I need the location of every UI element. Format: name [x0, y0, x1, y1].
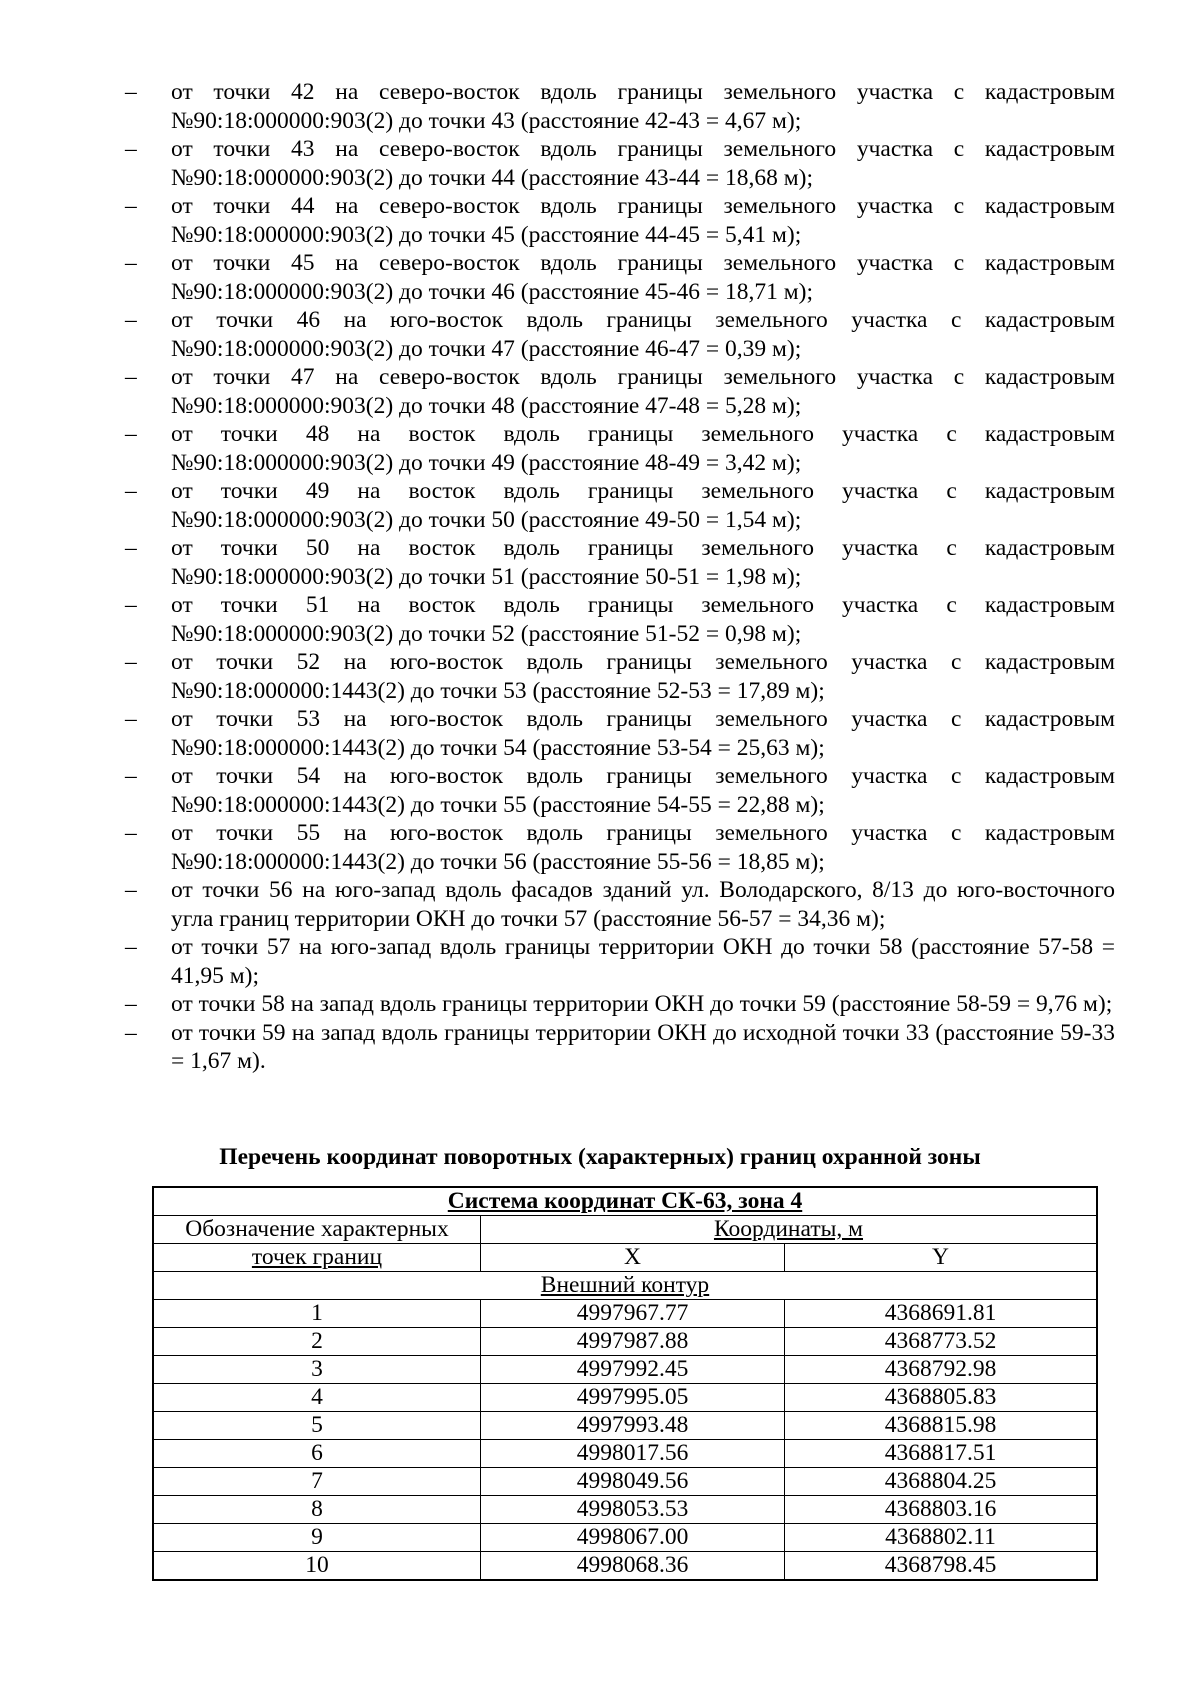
dash-marker: –: [125, 763, 137, 789]
list-item-text: от точки 52 на юго-восток вдоль границы земельного участка с кадастровым №90:18:000000:1443(2) до точки 53 (расстояние 52-53 = 17,89 м);: [171, 649, 1115, 704]
list-item-text: от точки 55 на юго-восток вдоль границы земельного участка с кадастровым №90:18:000000:1443(2) до точки 56 (расстояние 55-56 = 18,85 м);: [171, 820, 1115, 875]
list-item-text: от точки 46 на юго-восток вдоль границы земельного участка с кадастровым №90:18:000000:903(2) до точки 47 (расстояние 46-47 = 0,39 м);: [171, 307, 1115, 362]
table-row: [153, 1300, 1097, 1328]
dash-marker: –: [125, 934, 137, 960]
point-number: 10: [153, 1552, 480, 1581]
y-value: 4368773.52: [785, 1328, 1097, 1356]
list-item: [125, 705, 1115, 762]
point-designation-header: Обозначение характерных: [153, 1216, 480, 1244]
dash-marker: –: [125, 706, 137, 732]
table-row: [153, 1440, 1097, 1468]
dash-marker: –: [125, 478, 137, 504]
list-item: [125, 990, 1115, 1019]
table-row: [153, 1384, 1097, 1412]
point-number: 2: [153, 1328, 480, 1356]
y-value: 4368804.25: [785, 1468, 1097, 1496]
dash-marker: –: [125, 1019, 137, 1046]
dash-marker: –: [125, 307, 137, 333]
list-item-text: от точки 49 на восток вдоль границы земельного участка с кадастровым №90:18:000000:903(2) до точки 50 (расстояние 49-50 = 1,54 м);: [171, 478, 1115, 533]
dash-marker: –: [125, 193, 137, 219]
table-row: [153, 1328, 1097, 1356]
table-header-row: [153, 1216, 1097, 1244]
y-value: 4368691.81: [785, 1300, 1097, 1328]
dash-marker: –: [125, 535, 137, 561]
point-number: 6: [153, 1440, 480, 1468]
list-item: [125, 135, 1115, 192]
list-item: [125, 534, 1115, 591]
table-row: [153, 1496, 1097, 1524]
y-value: 4368803.16: [785, 1496, 1097, 1524]
dash-marker: –: [125, 250, 137, 276]
table-row: [153, 1412, 1097, 1440]
x-value: 4997987.88: [480, 1328, 784, 1356]
x-value: 4998017.56: [480, 1440, 784, 1468]
y-value: 4368805.83: [785, 1384, 1097, 1412]
point-number: 5: [153, 1412, 480, 1440]
coordinates-table: [152, 1186, 1098, 1581]
list-item: [125, 192, 1115, 249]
list-item: [125, 933, 1115, 990]
list-item: [125, 648, 1115, 705]
x-value: 4997993.48: [480, 1412, 784, 1440]
dash-marker: –: [125, 364, 137, 390]
x-value: 4998068.36: [480, 1552, 784, 1581]
coordinates-header: Координаты, м: [480, 1216, 1097, 1244]
list-item-text: от точки 45 на северо-восток вдоль границы земельного участка с кадастровым №90:18:000000:903(2) до точки 46 (расстояние 45-46 = 18,71 м);: [171, 250, 1115, 305]
dash-marker: –: [125, 649, 137, 675]
list-item-text: от точки 48 на восток вдоль границы земельного участка с кадастровым №90:18:000000:903(2) до точки 49 (расстояние 48-49 = 3,42 м);: [171, 421, 1115, 476]
y-value: 4368792.98: [785, 1356, 1097, 1384]
section-label: Внешний контур: [153, 1272, 1097, 1300]
dash-marker: –: [125, 136, 137, 162]
y-value: 4368802.11: [785, 1524, 1097, 1552]
point-designation-header-line2: точек границ: [153, 1244, 480, 1272]
y-header: Y: [785, 1244, 1097, 1272]
x-header: X: [480, 1244, 784, 1272]
x-value: 4998049.56: [480, 1468, 784, 1496]
point-number: 9: [153, 1524, 480, 1552]
list-item-text: от точки 51 на восток вдоль границы земельного участка с кадастровым №90:18:000000:903(2) до точки 52 (расстояние 51-52 = 0,98 м);: [171, 592, 1115, 647]
list-item-text: от точки 42 на северо-восток вдоль границы земельного участка с кадастровым №90:18:000000:903(2) до точки 43 (расстояние 42-43 = 4,67 м);: [171, 79, 1115, 134]
list-item: [125, 591, 1115, 648]
list-item: [125, 819, 1115, 876]
coordinate-system-title: Система координат СК-63, зона 4: [153, 1187, 1097, 1216]
dash-marker: –: [125, 592, 137, 618]
list-item-text: от точки 47 на северо-восток вдоль границы земельного участка с кадастровым №90:18:000000:903(2) до точки 48 (расстояние 47-48 = 5,28 м);: [171, 364, 1115, 419]
dash-marker: –: [125, 421, 137, 447]
list-item: [125, 306, 1115, 363]
list-item-text: от точки 50 на восток вдоль границы земельного участка с кадастровым №90:18:000000:903(2) до точки 51 (расстояние 50-51 = 1,98 м);: [171, 535, 1115, 590]
x-value: 4997995.05: [480, 1384, 784, 1412]
list-item-text: от точки 59 на запад вдоль границы территории ОКН до исходной точки 33 (расстояние 59-33 = 1,67 м).: [171, 1019, 1115, 1074]
point-number: 1: [153, 1300, 480, 1328]
table-row: [153, 1524, 1097, 1552]
list-item: [125, 477, 1115, 534]
list-item: [125, 762, 1115, 819]
dash-marker: –: [125, 991, 137, 1017]
section-row: [153, 1272, 1097, 1300]
list-item-text: от точки 56 на юго-запад вдоль фасадов зданий ул. Володарского, 8/13 до юго-восточного угла границ территории ОКН до точки 57 (расстояние 56-57 = 34,36 м);: [171, 877, 1115, 932]
table-row: [153, 1552, 1097, 1581]
list-item-text: от точки 54 на юго-восток вдоль границы земельного участка с кадастровым №90:18:000000:1443(2) до точки 55 (расстояние 54-55 = 22,88 м);: [171, 763, 1115, 818]
list-item-text: от точки 43 на северо-восток вдоль границы земельного участка с кадастровым №90:18:000000:903(2) до точки 44 (расстояние 43-44 = 18,68 м);: [171, 136, 1115, 191]
dash-marker: –: [125, 820, 137, 846]
dash-marker: –: [125, 79, 137, 105]
list-item: [125, 78, 1115, 135]
point-number: 8: [153, 1496, 480, 1524]
y-value: 4368798.45: [785, 1552, 1097, 1581]
point-number: 7: [153, 1468, 480, 1496]
list-item: [125, 1019, 1115, 1076]
x-value: 4997992.45: [480, 1356, 784, 1384]
table-heading: Перечень координат поворотных (характерных) границ охранной зоны: [219, 1144, 981, 1170]
list-item: [125, 876, 1115, 933]
y-value: 4368815.98: [785, 1412, 1097, 1440]
list-item: [125, 420, 1115, 477]
dash-marker: –: [125, 877, 137, 903]
y-value: 4368817.51: [785, 1440, 1097, 1468]
list-item: [125, 249, 1115, 306]
x-value: 4998067.00: [480, 1524, 784, 1552]
list-item-text: от точки 58 на запад вдоль границы территории ОКН до точки 59 (расстояние 58-59 = 9,76 м);: [171, 991, 1113, 1017]
table-row: [153, 1468, 1097, 1496]
list-item-text: от точки 53 на юго-восток вдоль границы земельного участка с кадастровым №90:18:000000:1443(2) до точки 54 (расстояние 53-54 = 25,63 м);: [171, 706, 1115, 761]
boundary-description-list: [125, 78, 1115, 1076]
x-value: 4998053.53: [480, 1496, 784, 1524]
point-number: 4: [153, 1384, 480, 1412]
list-item-text: от точки 44 на северо-восток вдоль границы земельного участка с кадастровым №90:18:000000:903(2) до точки 45 (расстояние 44-45 = 5,41 м);: [171, 193, 1115, 248]
point-number: 3: [153, 1356, 480, 1384]
list-item-text: от точки 57 на юго-запад вдоль границы территории ОКН до точки 58 (расстояние 57-58 = 41,95 м);: [171, 934, 1115, 989]
table-header-row: [153, 1244, 1097, 1272]
list-item: [125, 363, 1115, 420]
x-value: 4997967.77: [480, 1300, 784, 1328]
table-header-row: [153, 1187, 1097, 1216]
table-row: [153, 1356, 1097, 1384]
